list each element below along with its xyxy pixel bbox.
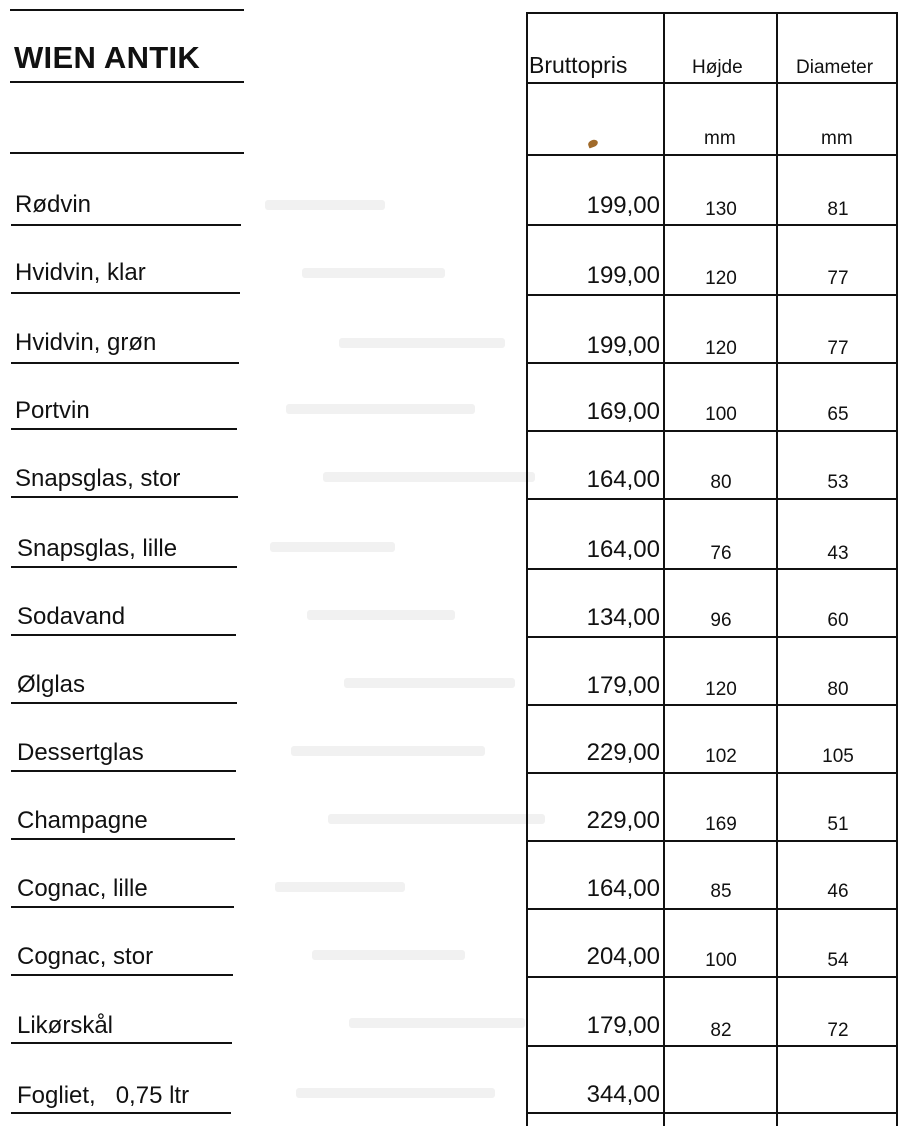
height-unit: mm	[704, 128, 736, 149]
height-cell: 169	[705, 814, 737, 835]
height-cell: 76	[710, 543, 732, 564]
diameter-cell: 105	[822, 746, 854, 767]
scan-gap	[245, 0, 528, 1126]
price-cell: 164,00	[586, 466, 660, 493]
table-row-line	[527, 294, 898, 296]
scan-smudge	[344, 678, 515, 688]
height-cell: 120	[705, 268, 737, 289]
diameter-cell: 72	[827, 1020, 849, 1041]
product-name: Likørskål	[17, 1012, 114, 1039]
title-underline	[10, 81, 244, 83]
table-row-line	[527, 224, 898, 226]
product-name-column	[0, 0, 245, 1126]
table-row-line	[527, 498, 898, 500]
product-name: Portvin	[15, 397, 90, 424]
scan-smudge	[307, 610, 455, 620]
price-cell: 164,00	[586, 536, 660, 563]
diameter-cell: 60	[827, 610, 849, 631]
product-underline	[11, 362, 239, 364]
height-cell: 82	[710, 1020, 732, 1041]
scan-smudge	[296, 1088, 495, 1098]
diameter-cell: 46	[827, 881, 849, 902]
price-cell: 164,00	[586, 875, 660, 902]
price-cell: 204,00	[586, 943, 660, 970]
price-cell: 134,00	[586, 604, 660, 631]
product-name: Snapsglas, lille	[17, 535, 178, 562]
product-underline	[11, 1042, 232, 1044]
table-row-line	[527, 430, 898, 432]
diameter-cell: 81	[827, 199, 849, 220]
diameter-cell: 80	[827, 679, 849, 700]
height-cell: 96	[710, 610, 732, 631]
table-row-line	[527, 362, 898, 364]
product-underline	[11, 974, 233, 976]
height-header: Højde	[692, 57, 743, 78]
product-underline	[11, 566, 237, 568]
height-cell: 100	[705, 950, 737, 971]
table-row-line	[527, 976, 898, 978]
diameter-cell: 77	[827, 268, 849, 289]
price-cell: 199,00	[586, 262, 660, 289]
product-name: Champagne	[17, 807, 148, 834]
scan-smudge	[286, 404, 475, 414]
table-row-line	[527, 82, 898, 84]
table-row-line	[527, 154, 898, 156]
height-cell: 120	[705, 679, 737, 700]
scan-smudge	[323, 472, 535, 482]
product-underline	[11, 906, 234, 908]
product-name: Hvidvin, grøn	[15, 329, 157, 356]
scan-smudge	[265, 200, 385, 210]
scan-smudge	[349, 1018, 525, 1028]
diameter-cell: 43	[827, 543, 849, 564]
top-rule	[10, 9, 244, 11]
diameter-header: Diameter	[796, 57, 874, 78]
product-name: Hvidvin, klar	[15, 259, 146, 286]
header-underline	[10, 152, 244, 154]
height-cell: 102	[705, 746, 737, 767]
price-cell: 179,00	[586, 672, 660, 699]
scan-smudge	[275, 882, 405, 892]
price-header: Bruttopris	[529, 52, 628, 78]
diameter-cell: 54	[827, 950, 849, 971]
product-name: Ølglas	[17, 671, 86, 698]
product-name: Dessertglas	[17, 739, 144, 766]
table-row-line	[527, 704, 898, 706]
table-row-line	[527, 568, 898, 570]
product-underline	[11, 770, 236, 772]
height-cell: 80	[710, 472, 732, 493]
product-underline	[11, 496, 238, 498]
product-name: Snapsglas, stor	[15, 465, 181, 492]
product-name: Rødvin	[15, 191, 92, 218]
height-cell: 120	[705, 338, 737, 359]
scan-smudge	[270, 542, 395, 552]
price-cell: 199,00	[586, 192, 660, 219]
table-row-line	[527, 1045, 898, 1047]
scan-smudge	[302, 268, 445, 278]
product-underline	[11, 292, 240, 294]
diameter-cell: 53	[827, 472, 849, 493]
product-name: Cognac, lille	[17, 875, 148, 902]
diameter-unit: mm	[821, 128, 853, 149]
price-cell: 344,00	[586, 1081, 660, 1108]
scan-speck	[587, 139, 599, 149]
height-cell: 130	[705, 199, 737, 220]
price-cell: 229,00	[586, 739, 660, 766]
product-underline	[11, 634, 236, 636]
price-cell: 199,00	[586, 332, 660, 359]
product-underline	[11, 702, 237, 704]
scan-smudge	[291, 746, 485, 756]
price-cell: 229,00	[586, 807, 660, 834]
height-cell: 100	[705, 404, 737, 425]
product-name: Sodavand	[17, 603, 126, 630]
product-underline	[11, 1112, 231, 1114]
product-name: Cognac, stor	[17, 943, 154, 970]
scan-smudge	[312, 950, 465, 960]
table-row-line	[527, 840, 898, 842]
table-row-line	[527, 908, 898, 910]
diameter-cell: 65	[827, 404, 849, 425]
table-row-line	[527, 12, 898, 14]
page-title: WIEN ANTIK	[14, 40, 201, 75]
table-row-line	[527, 1112, 898, 1114]
diameter-cell: 77	[827, 338, 849, 359]
diameter-cell: 51	[827, 814, 849, 835]
scan-smudge	[339, 338, 505, 348]
product-underline	[11, 428, 237, 430]
product-underline	[11, 224, 241, 226]
table-row-line	[527, 772, 898, 774]
product-underline	[11, 838, 235, 840]
price-cell: 169,00	[586, 398, 660, 425]
product-name: Fogliet, 0,75 ltr	[17, 1082, 190, 1109]
price-cell: 179,00	[586, 1012, 660, 1039]
height-cell: 85	[710, 881, 732, 902]
table-row-line	[527, 636, 898, 638]
scan-smudge	[328, 814, 545, 824]
